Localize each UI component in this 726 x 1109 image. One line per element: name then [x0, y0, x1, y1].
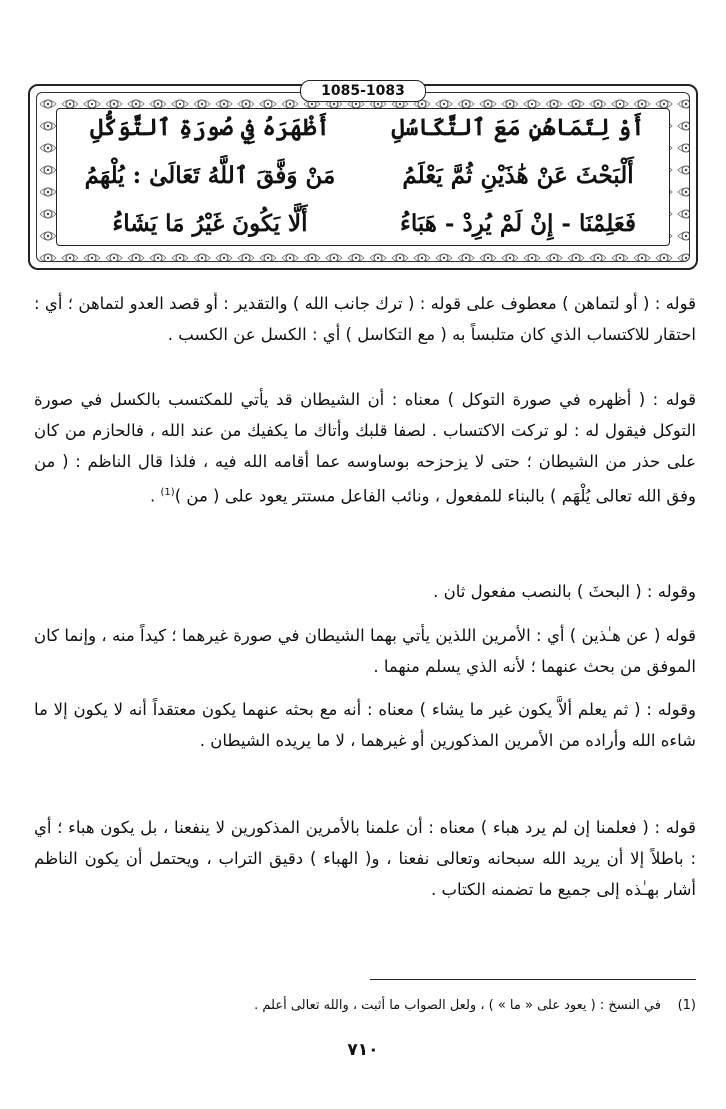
verse-line-2: [64, 154, 664, 198]
commentary-paragraph-5: وقوله : ( ثم يعلم ألاَّ يكون غير ما يشاء ) معناه : أنه مع بحثه عنهما يكون معتقداً أنه لا يكون إلا ما شاءه الله وأراده من الأمرين المذكورين أو غيرهما ، لا ما يريده الشيطان .: [34, 700, 696, 750]
commentary-paragraph-6: قوله : ( فعلمنا إن لم يرد هباء ) معناه : أن علمنا بالأمرين المذكورين لا ينفعنا ، بل يكون هباء ؛ أي : باطلاً إلا أن يريد الله سبحانه وتعالى نفعنا ، و( الهباء ) دقيق التراب ، ويحتمل أن يكون الناظم أشار بهـٰذه إلى جميع ما تضمنه الكتاب .: [34, 818, 696, 899]
commentary-paragraph-1: قوله : ( أو لتماهن ) معطوف على قوله : ( ترك جانب الله ) والتقدير : أو قصد العدو لتماهن ؛ أي : احتقار للاكتساب الذي كان متلبساً به ( مع التكاسل ) أي : الكسل عن الكسب .: [34, 294, 696, 344]
page-number: ٧١٠: [347, 1040, 379, 1060]
verse-range-badge: [300, 80, 426, 102]
verse-3-second-hemistich: أَلَّا يَكُونَ غَيْرُ مَا يَشَاءُ: [112, 210, 308, 237]
verse-2-first-hemistich: أَلْبَحْثَ عَنْ هَٰذَيْنِ ثُمَّ يَعْلَمُ: [402, 162, 634, 189]
commentary-paragraph-2: [34, 384, 696, 512]
verse-range: 1085-1083: [321, 83, 405, 99]
footnote-text: في النسخ : ( يعود على « ما » ) ، ولعل الصواب ما أثبت ، والله تعالى أعلم .: [254, 998, 662, 1013]
paragraph-2-period: .: [150, 486, 156, 506]
verse-3-first-hemistich: فَعَلِمْنَا - إِنْ لَمْ يُرِدْ - هَبَاءُ: [400, 210, 636, 237]
verse-1-second-hemistich: أَظْهَرَهُ فِي صُورَةِ ٱلتَّوَكُّلِ: [90, 114, 330, 141]
commentary-paragraph-4: قوله ( عن هـٰذين ) أي : الأمرين اللذين يأتي بهما الشيطان في صورة غيرهما ؛ كيداً منه ، وإنما كان الموفق من بحث عنهما ؛ لأنه الذي يسلم منهما .: [34, 626, 696, 676]
verse-line-3: [64, 202, 664, 246]
footnote-number: (1): [677, 998, 696, 1013]
verse-2-second-hemistich: مَنْ وَفَّقَ ٱللَّهُ تَعَالَىٰ : يُلْهَمُ: [84, 162, 336, 189]
commentary-paragraph-3: وقوله : ( البحثَ ) بالنصب مفعول ثان .: [433, 582, 696, 601]
footnote-reference: (1): [160, 487, 175, 498]
verse-1-first-hemistich: أَوْ لِتَمَاهُنٍ مَعَ ٱلتَّكَاسُلِ: [391, 114, 645, 141]
footnote-separator: [370, 979, 696, 980]
footnote: [34, 994, 696, 1018]
paragraph-2-text: قوله : ( أظهره في صورة التوكل ) معناه : أن الشيطان قد يأتي للمكتسب بالكسل في صورة التوكل فيقول له : لو تركت الاكتساب . لصفا قلبك وأتاك ما يكفيك من عند الله ، فالحازم من كان على حذر من الشيطان ؛ حتى لا يزحزحه بوساوسه عما أقامه الله فيه ، فلذا قال الناظم : ( من وفق الله تعالى يُلْهَم ) بالبناء للمفعول ، ونائب الفاعل مستتر يعود على ( من ): [34, 390, 696, 506]
verse-line-1: [64, 106, 664, 150]
